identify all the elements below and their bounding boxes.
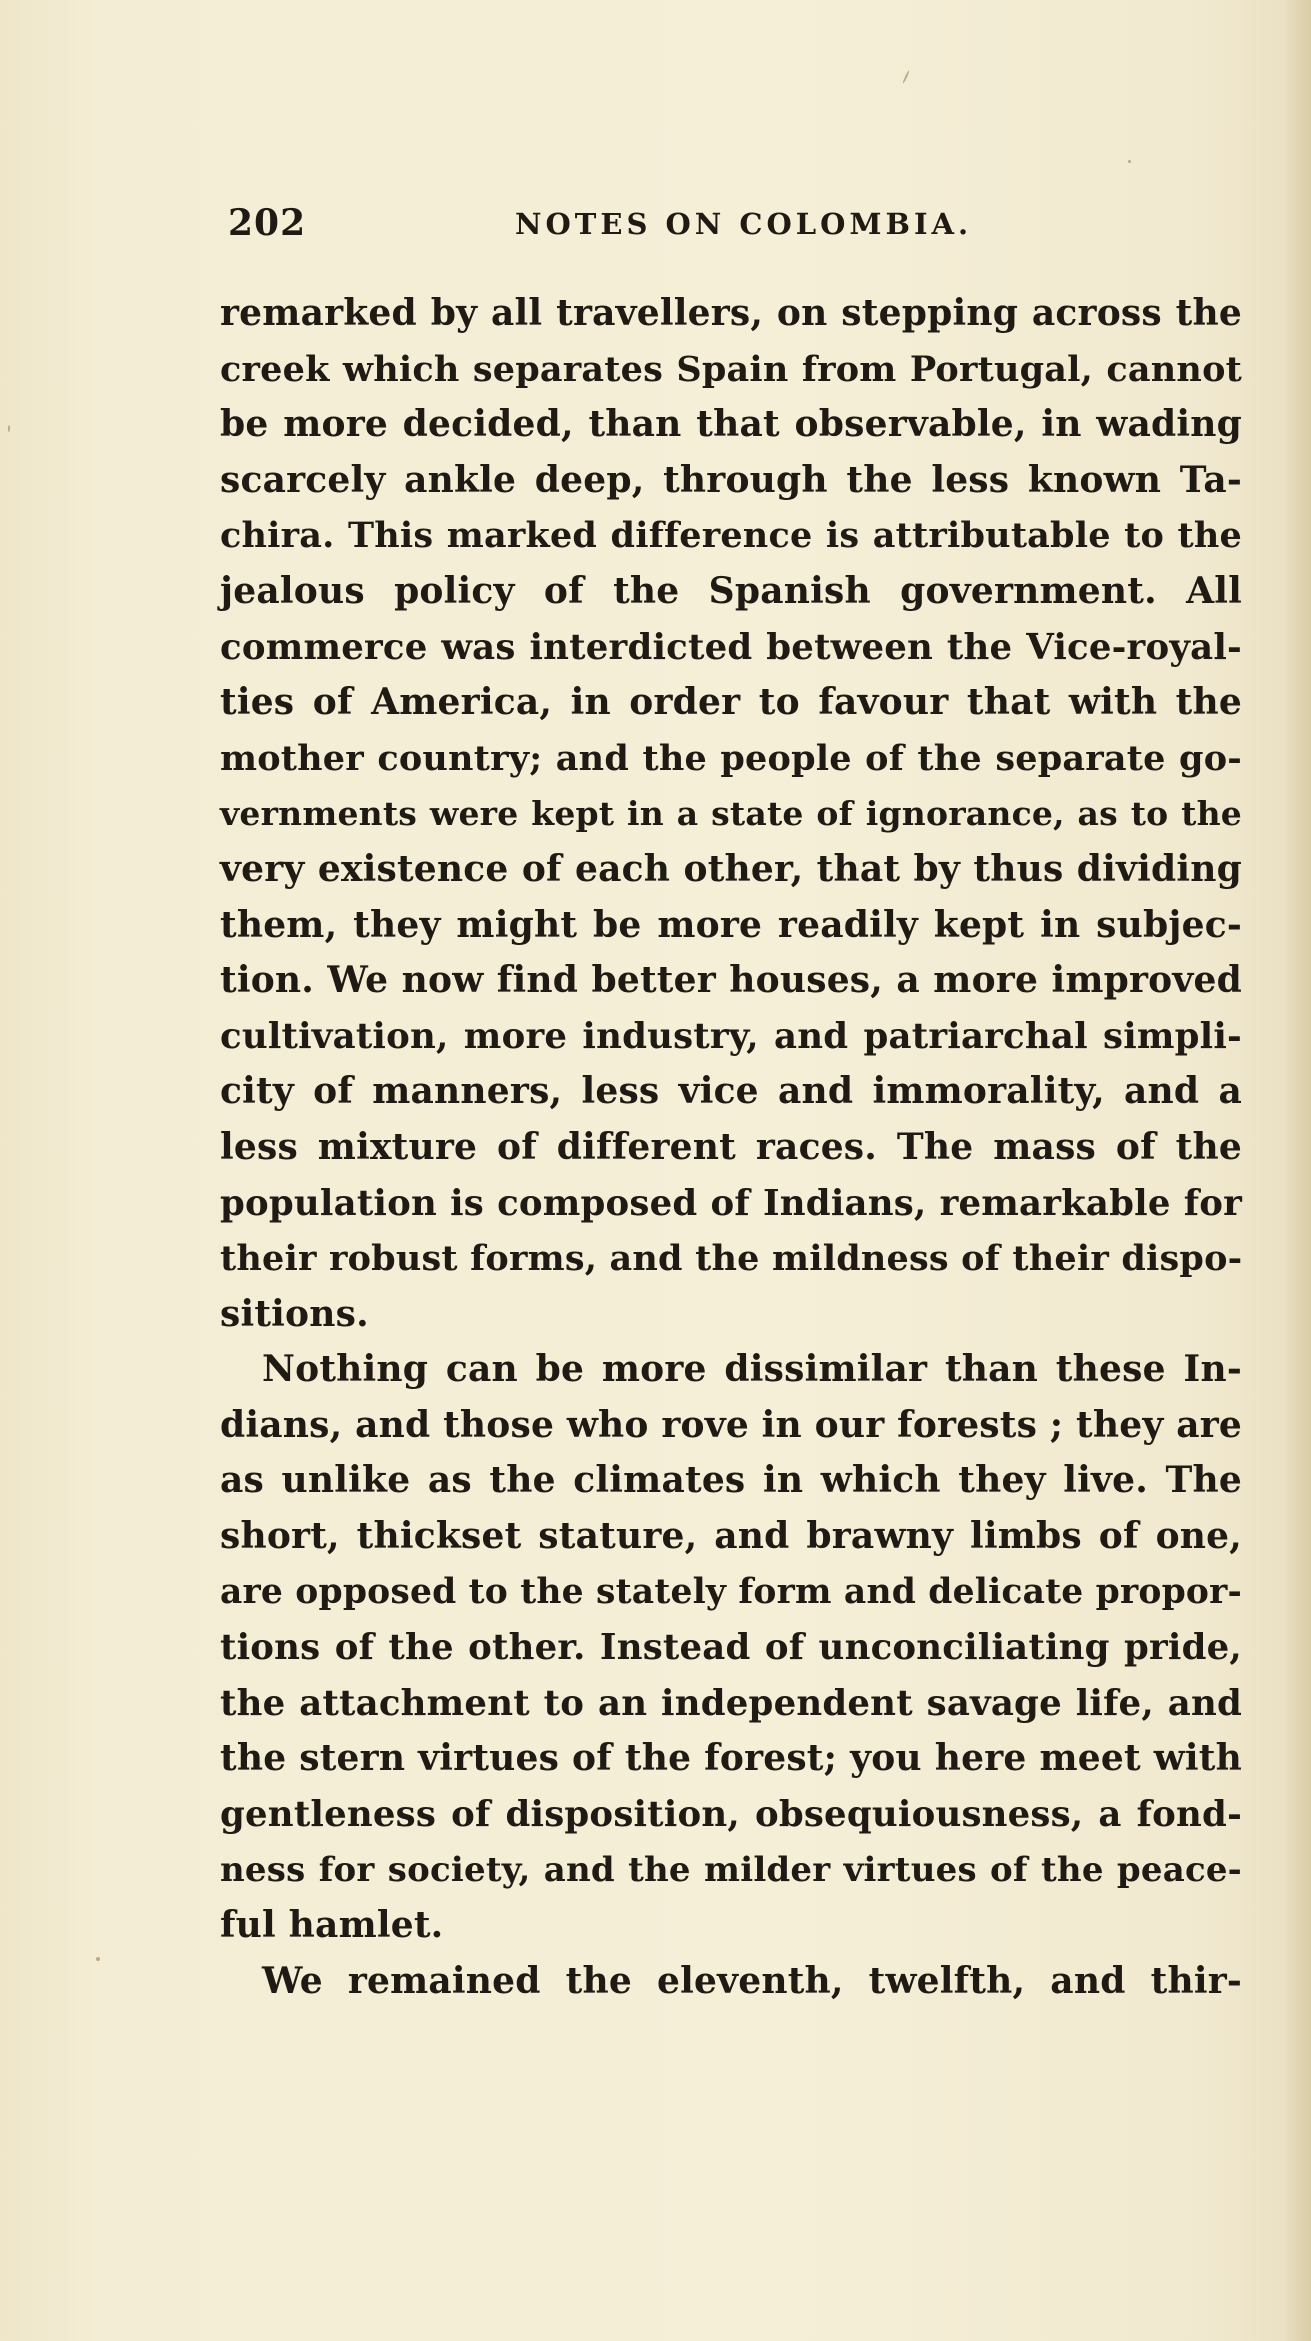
text-line: remarked by all travellers, on stepping across the — [220, 292, 1242, 334]
text-line: scarcely ankle deep, through the less known Ta- — [220, 458, 1242, 501]
text-line: the attachment to an independent savage life, and — [220, 1682, 1242, 1724]
text-line: sitions. — [220, 1292, 369, 1335]
text-line: cultivation, more industry, and patriarchal simpli- — [220, 1015, 1242, 1057]
body-text — [220, 286, 1242, 2009]
text-line: vernments were kept in a state of ignorance, as to the — [220, 794, 1242, 834]
text-line: We remained the eleventh, twelfth, and thir- — [262, 1959, 1242, 2002]
paper-speck — [1128, 160, 1131, 163]
text-line: dians, and those who rove in our forests ; they are — [220, 1403, 1242, 1446]
text-line: ties of America, in order to favour that with the — [220, 681, 1242, 724]
page-number: 202 — [228, 202, 307, 244]
running-head: NOTES ON COLOMBIA. — [515, 207, 973, 241]
text-line: gentleness of disposition, obsequiousness, a fond- — [220, 1794, 1242, 1836]
text-line: be more decided, than that observable, in wading — [220, 403, 1242, 446]
text-line: them, they might be more readily kept in subjec- — [220, 903, 1242, 946]
text-line: chira. This marked difference is attributable to the — [220, 515, 1242, 557]
paper-speck — [8, 425, 10, 432]
text-line: very existence of each other, that by thus dividing — [220, 847, 1242, 890]
text-line: mother country; and the people of the separate go- — [220, 737, 1242, 779]
text-line: ful hamlet. — [220, 1904, 444, 1947]
text-line: tion. We now find better houses, a more improved — [220, 959, 1242, 1002]
paper-speck — [902, 70, 910, 84]
text-line: city of manners, less vice and immorality, and a — [220, 1070, 1242, 1113]
text-line: tions of the other. Instead of unconciliating pride, — [220, 1627, 1242, 1669]
text-line: commerce was interdicted between the Vice-royal- — [220, 626, 1242, 668]
text-line: less mixture of different races. The mass of the — [220, 1125, 1242, 1168]
paper-speck — [96, 1957, 100, 1961]
text-line: ness for society, and the milder virtues of the peace- — [220, 1849, 1242, 1890]
text-line: the stern virtues of the forest; you here meet with — [220, 1737, 1242, 1780]
text-line: population is composed of Indians, remarkable for — [220, 1182, 1242, 1224]
text-line: as unlike as the climates in which they live. The — [220, 1459, 1242, 1502]
text-line: their robust forms, and the mildness of their dispo- — [220, 1238, 1243, 1280]
text-line: short, thickset stature, and brawny limbs of one, — [220, 1515, 1242, 1558]
text-line: Nothing can be more dissimilar than these In- — [262, 1348, 1242, 1391]
text-line: are opposed to the stately form and delicate propor- — [220, 1571, 1242, 1612]
page-edge-shadow — [1283, 0, 1311, 2341]
text-line: jealous policy of the Spanish government. All — [220, 569, 1242, 612]
page-header — [0, 202, 1311, 252]
text-line: creek which separates Spain from Portugal, cannot — [220, 348, 1242, 390]
